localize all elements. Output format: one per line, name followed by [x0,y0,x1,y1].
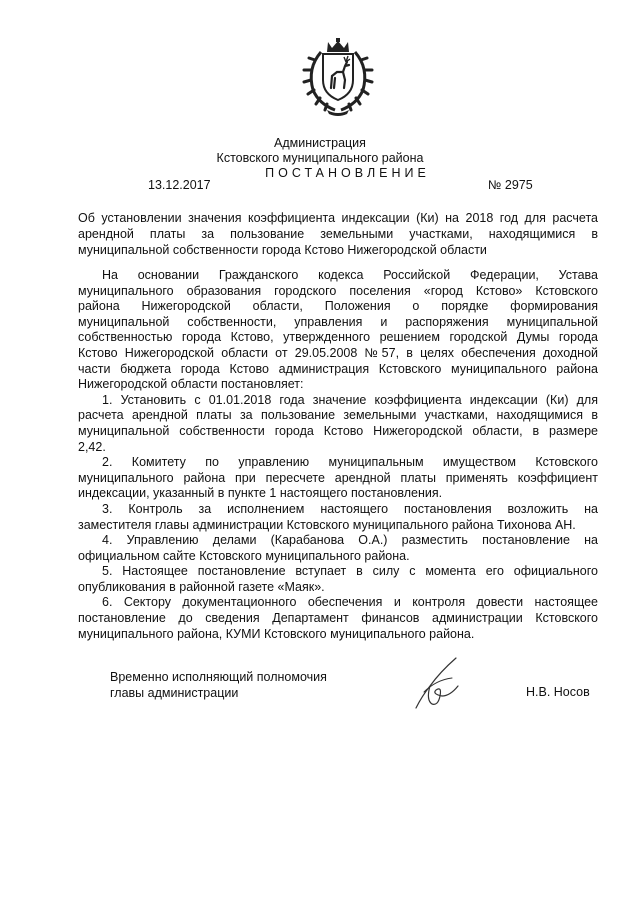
organization-name: Администрация [274,136,366,150]
body-line: муниципального образования городского поселения «город Кстово» Кстовского [78,283,598,298]
body-line: 2. Комитету по управлению муниципальным имуществом Кстовского [102,455,598,470]
document-type: ПОСТАНОВЛЕНИЕ [265,166,430,180]
body-line: 2,42. [78,439,106,454]
body-line: района Нижегородской области, Положения о порядке формирования [78,299,598,314]
signatory-position-line: главы администрации [110,686,239,700]
body-line: заместителя главы администрации Кстовского муниципального района Тихонова АН. [78,517,576,532]
body-line: муниципальной собственности города Кстово Нижегородской области, в размере [78,423,598,438]
body-line: индексации, указанный в пункте 1 настоящего постановления. [78,486,443,501]
body-line: 1. Установить с 01.01.2018 года значение коэффициента индексации (Ки) для [102,392,598,407]
body-line: опубликования в районной газете «Маяк». [78,579,325,594]
subject-line: арендной платы за пользование земельными участками, находящимися в [78,227,598,241]
organization-subname: Кстовского муниципального района [216,151,424,165]
body-line: собственностью города Кстово, утвержденного решением городской Думы города [78,330,598,345]
body-line: Нижегородской области постановляет: [78,377,304,392]
body-line: муниципального района, КУМИ Кстовского муниципального района. [78,626,475,641]
coat-of-arms-icon [301,38,375,116]
body-line: муниципальной собственности, управления и распоряжения муниципальной [78,314,598,329]
body-line: постановление до сведения Департамент финансов администрации Кстовского [78,611,598,626]
handwritten-signature [412,656,462,712]
body-line: Кстово Нижегородской области от 29.05.2008 №57, в целях обеспечения доходной [78,345,598,360]
body-line: 4. Управлению делами (Карабанова О.А.) разместить постановление на [102,533,598,548]
body-line: На основании Гражданского кодекса Российской Федерации, Устава [102,268,598,282]
signatory-position [110,669,327,701]
document-subject [78,210,598,258]
body-line: расчета арендной платы за пользование земельными участками, находящимися в [78,408,598,423]
body-line: 6. Сектору документационного обеспечения и контроля довести настоящее [102,595,598,610]
document-date: 13.12.2017 [148,178,211,192]
body-line: официальном сайте Кстовского муниципального района. [78,548,410,563]
body-line: 3. Контроль за исполнением настоящего постановления возложить на [102,501,598,516]
body-line: части бюджета города Кстово администрация Кстовского муниципального района [78,361,598,376]
document-body [78,268,598,642]
signatory-name: Н.В. Носов [526,685,590,699]
subject-line: Об установлении значения коэффициента индексации (Ки) на 2018 год для расчета [78,211,598,225]
body-line: 5. Настоящее постановление вступает в силу с момента его официального [102,564,598,579]
signatory-position-line: Временно исполняющий полномочия [110,670,327,684]
subject-line: муниципальной собственности города Кстово Нижегородской области [78,243,487,257]
document-number: № 2975 [488,178,533,192]
body-line: муниципального района при пересчете арендной платы применять коэффициент [78,470,598,485]
